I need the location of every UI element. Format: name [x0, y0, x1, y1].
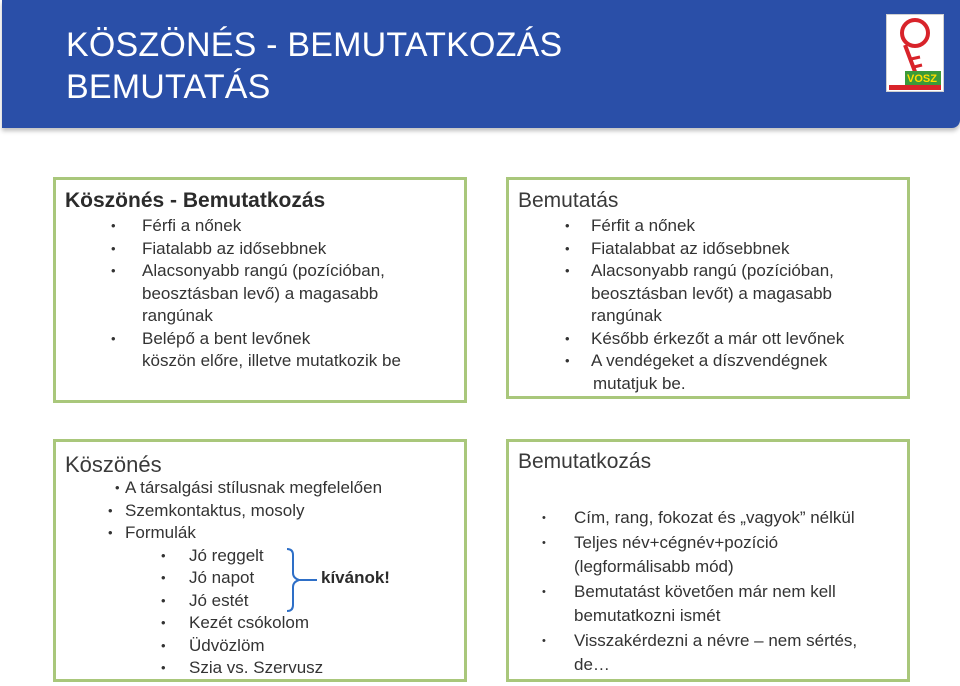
box-bemutatas — [506, 177, 910, 399]
box-bemutatkozas — [506, 439, 910, 682]
box-title: Bemutatkozás — [518, 450, 652, 473]
list-item: • Visszakérdezni a névre – nem sértés, — [542, 630, 858, 650]
list-item: • Fiatalabb az idősebbnek — [111, 238, 327, 258]
formula-item: • Kezét csókolom — [161, 613, 309, 632]
formula-item: • Jó napot — [161, 568, 255, 587]
list-item: • Belépő a bent levőnek — [111, 328, 311, 348]
box-title: Köszönés - Bemutatkozás — [65, 189, 326, 212]
bullet-list — [518, 506, 903, 678]
list-item: • Formulák — [108, 523, 196, 542]
bullet-list — [65, 477, 455, 680]
list-item-continuation: mutatjuk be. — [593, 373, 686, 393]
vosz-logo-graphic — [887, 15, 943, 91]
box-title: Bemutatás — [518, 189, 619, 212]
formula-item: • Üdvözlöm — [161, 635, 265, 655]
list-item: • Alacsonyabb rangú (pozícióban, — [565, 261, 834, 280]
list-item-continuation: rangúnak — [591, 306, 662, 325]
list-item: • Fiatalabbat az idősebbnek — [565, 238, 790, 258]
bullet-list — [65, 215, 455, 373]
page-title-line2: BEMUTATÁS — [66, 68, 271, 106]
list-item: • Cím, rang, fokozat és „vagyok” nélkül — [542, 508, 855, 527]
logo-text: VOSZ — [907, 73, 937, 85]
list-item: • A vendégeket a díszvendégnek — [565, 351, 828, 370]
brace-icon — [281, 547, 321, 613]
list-item-continuation: köszön előre, illetve mutatkozik be — [142, 351, 401, 370]
list-item: • Férfi a nőnek — [111, 216, 242, 235]
kivanok-label: kívánok! — [321, 568, 390, 587]
formula-item: • Jó estét — [161, 590, 249, 610]
list-item: • Alacsonyabb rangú (pozícióban, — [111, 261, 385, 280]
list-item: • Teljes név+cégnév+pozíció — [542, 532, 779, 552]
page-title — [66, 24, 626, 108]
list-item-continuation: bemutatkozni ismét — [574, 606, 721, 625]
list-item: • A társalgási stílusnak megfelelően — [115, 478, 383, 497]
list-item-continuation: de… — [574, 655, 610, 674]
box-koszones — [53, 439, 467, 682]
list-item: • Bemutatást követően már nem kell — [542, 581, 836, 601]
box-title: Köszönés — [65, 452, 162, 477]
list-item-continuation: (legformálisabb mód) — [574, 557, 734, 576]
formula-item: • Szia vs. Szervusz — [161, 658, 324, 677]
list-item-continuation: rangúnak — [142, 306, 213, 325]
box-koszones-bemutatkozas — [53, 177, 467, 403]
list-item: • Szemkontaktus, mosoly — [108, 500, 305, 520]
list-item-continuation: beosztásban levő) a magasabb — [142, 283, 379, 303]
title-banner — [2, 0, 960, 128]
list-item: • Férfit a nőnek — [565, 216, 695, 235]
bullet-list — [518, 215, 903, 395]
list-item-continuation: beosztásban levőt) a magasabb — [591, 283, 832, 303]
vosz-logo — [886, 14, 944, 92]
list-item: • Később érkezőt a már ott levőnek — [565, 328, 845, 348]
page-title-line1: KÖSZÖNÉS - BEMUTATKOZÁS — [66, 26, 563, 64]
formula-item: • Jó reggelt — [161, 545, 264, 565]
